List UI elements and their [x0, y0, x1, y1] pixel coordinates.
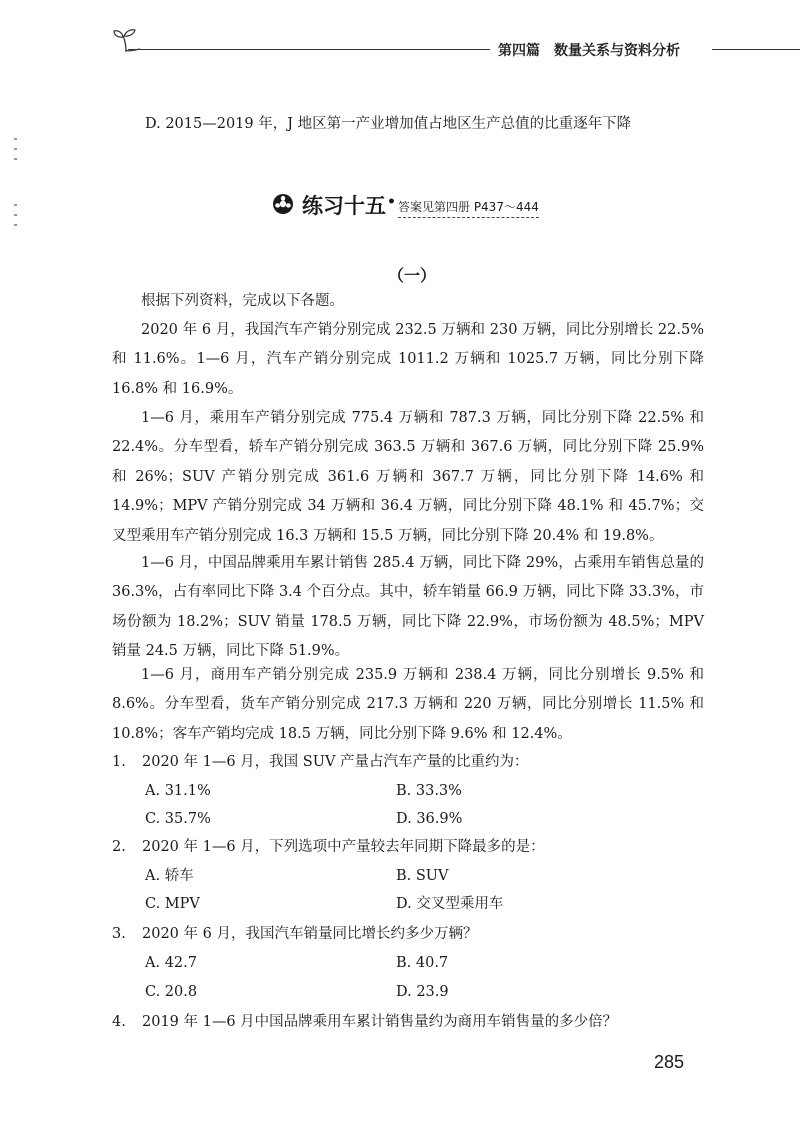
material-paragraph-1	[112, 316, 704, 404]
q1-option-b[interactable]: B. 33.3%	[396, 783, 462, 799]
question-4	[112, 1012, 617, 1032]
question-text: 2020 年 6 月，我国汽车销量同比增长约多少万辆？	[142, 926, 478, 942]
question-text: 2020 年 1—6 月，我国 SUV 产量占汽车产量的比重约为：	[142, 754, 529, 770]
material-paragraph-2	[112, 404, 704, 551]
material-intro-block	[112, 287, 704, 316]
header-title	[498, 40, 680, 60]
margin-marks	[14, 138, 20, 228]
q2-option-b[interactable]: B. SUV	[396, 868, 449, 884]
question-text: 2020 年 1—6 月，下列选项中产量较去年同期下降最多的是：	[142, 839, 545, 855]
running-header	[0, 28, 800, 68]
q1-option-a[interactable]: A. 31.1%	[145, 783, 211, 799]
header-part: 第四篇	[498, 43, 540, 59]
question-number: 3.	[112, 926, 126, 942]
q3-option-a[interactable]: A. 42.7	[145, 955, 197, 971]
question-1	[112, 752, 529, 772]
header-rule-right	[712, 49, 800, 50]
answer-reference: 答案见第四册 P437～444	[398, 198, 539, 218]
sprout-icon	[112, 28, 142, 54]
exercise-title: 练习十五	[302, 194, 386, 218]
header-rule-left	[128, 49, 490, 50]
q2-option-a[interactable]: A. 轿车	[145, 868, 194, 884]
exercise-dot: •	[387, 194, 396, 210]
question-text: 2019 年 1—6 月中国品牌乘用车累计销售量约为商用车销售量的多少倍？	[142, 1014, 618, 1030]
q3-option-d[interactable]: D. 23.9	[396, 984, 449, 1000]
question-number: 2.	[112, 839, 126, 855]
question-3	[112, 924, 477, 944]
q2-option-d[interactable]: D. 交叉型乘用车	[396, 896, 504, 912]
paragraph-text: 1—6 月，乘用车产销分别完成 775.4 万辆和 787.3 万辆，同比分别下降 22.5% 和 22.4%。分车型看，轿车产销分别完成 363.5 万辆和 367.6 万辆，同比分别下降 25.9% 和 26%；SUV 产销分别完成 361.6 万辆和 367.7 万辆，同比分别下降 14.6% 和 14.9%；MPV 产销分别完成 34 万辆和 36.4 万辆，同比分别下降 48.1% 和 45.7%；交叉型乘用车产销分别完成 16.3 万辆和 15.5 万辆，同比分别下降 20.4% 和 19.8%。	[112, 410, 704, 544]
question-number: 1.	[112, 754, 126, 770]
material-intro: 根据下列资料，完成以下各题。	[141, 293, 344, 309]
page-number: 285	[654, 1052, 685, 1072]
section-label: （一）	[388, 266, 437, 285]
previous-option-d: D. 2015—2019 年，J 地区第一产业增加值占地区生产总值的比重逐年下降	[145, 116, 632, 132]
q1-option-d[interactable]: D. 36.9%	[396, 811, 463, 827]
paragraph-text: 2020 年 6 月，我国汽车产销分别完成 232.5 万辆和 230 万辆，同比分别增长 22.5% 和 11.6%。1—6 月，汽车产销分别完成 1011.2 万辆和 1025.7 万辆，同比分别下降 16.8% 和 16.9%。	[112, 322, 704, 397]
q3-option-c[interactable]: C. 20.8	[145, 984, 198, 1000]
question-number: 4.	[112, 1014, 126, 1030]
material-paragraph-4	[112, 661, 704, 749]
q3-option-b[interactable]: B. 40.7	[396, 955, 449, 971]
paragraph-text: 1—6 月，中国品牌乘用车累计销售 285.4 万辆，同比下降 29%，占乘用车销售总量的 36.3%，占有率同比下降 3.4 个百分点。其中，轿车销量 66.9 万辆，同比下降 33.3%，市场份额为 18.2%；SUV 销量 178.5 万辆，同比下降 22.9%，市场份额为 48.5%；MPV 销量 24.5 万辆，同比下降 51.9%。	[112, 555, 704, 660]
material-paragraph-3	[112, 549, 704, 667]
paragraph-text: 1—6 月，商用车产销分别完成 235.9 万辆和 238.4 万辆，同比分别增长 9.5% 和 8.6%。分车型看，货车产销分别完成 217.3 万辆和 220 万辆，同比分别增长 11.5% 和 10.8%；客车产销均完成 18.5 万辆，同比分别下降 9.6% 和 12.4%。	[112, 667, 704, 742]
question-2	[112, 837, 545, 857]
q2-option-c[interactable]: C. MPV	[145, 896, 200, 912]
q1-option-c[interactable]: C. 35.7%	[145, 811, 211, 827]
flower-icon	[272, 193, 294, 215]
header-subtitle: 数量关系与资料分析	[554, 43, 680, 59]
